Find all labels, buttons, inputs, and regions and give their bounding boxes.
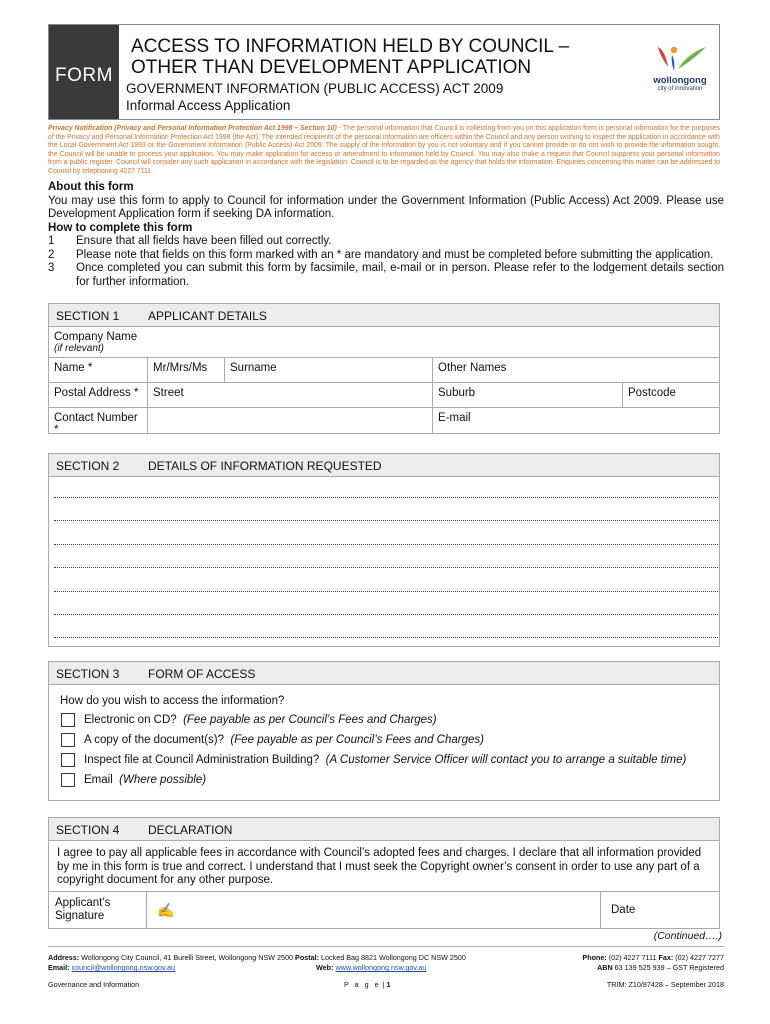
form-label: FORM <box>55 65 113 86</box>
page-num: 1 <box>386 980 391 989</box>
abn-label: ABN <box>597 963 613 972</box>
suburb-label: Suburb <box>438 387 476 399</box>
footer-address <box>48 953 466 962</box>
dotted-line <box>54 567 718 568</box>
email-link[interactable]: council@wollongong.nsw.gov.au <box>71 963 176 972</box>
other-names-field[interactable] <box>433 358 719 383</box>
address-label: Address: <box>48 953 80 962</box>
step-text: Once completed you can submit this form by facsimile, mail, e-mail or in person. Please refer to the lodgement details section for further information. <box>76 262 724 288</box>
form-header <box>48 24 720 120</box>
logo-name: wollongong <box>653 75 707 86</box>
web-link[interactable]: www.wollongong.nsw.gov.au <box>335 963 427 972</box>
postcode-label: Postcode <box>628 387 676 399</box>
about-section <box>48 181 724 289</box>
contact-number-label: Contact Number * <box>54 412 138 436</box>
step-item <box>48 249 724 263</box>
postal-label-cell <box>49 383 148 408</box>
company-name-label: Company Name <box>54 331 138 343</box>
dotted-line <box>54 591 718 592</box>
information-requested-area[interactable] <box>48 477 720 647</box>
email-field[interactable] <box>433 408 719 433</box>
web-label: Web: <box>316 963 334 972</box>
step-item <box>48 262 724 289</box>
footer-department: Governance and Information <box>48 980 140 989</box>
postcode-field[interactable] <box>623 383 719 408</box>
step-text: Please note that fields on this form marked with an * are mandatory and must be completed before submitting the application. <box>76 248 714 261</box>
access-option-email[interactable] <box>61 773 206 787</box>
steps-list <box>48 235 724 289</box>
date-field[interactable] <box>601 891 719 928</box>
street-field[interactable] <box>148 383 433 408</box>
form-subtitle-type: Informal Access Application <box>126 98 291 113</box>
option-label: Email <box>84 774 113 786</box>
section4-header <box>48 817 720 841</box>
section1-header <box>48 303 720 327</box>
option-note: (Fee payable as per Council’s Fees and Charges) <box>230 734 484 746</box>
applicant-details-grid <box>48 327 720 434</box>
contact-label-cell <box>49 408 148 436</box>
name-label: Name * <box>54 362 93 374</box>
checkbox-cd[interactable] <box>61 713 75 727</box>
section3-header <box>48 661 720 685</box>
footer-web <box>316 963 426 972</box>
dotted-line <box>54 497 718 498</box>
section1-title: APPLICANT DETAILS <box>148 309 267 323</box>
email-label: E-mail <box>438 412 471 424</box>
form-label-box <box>49 25 119 119</box>
section2-title: DETAILS OF INFORMATION REQUESTED <box>148 459 382 473</box>
council-logo <box>645 45 715 103</box>
declaration-box <box>48 841 720 929</box>
footer-trim: TRIM: Z10/87428 – September 2018 <box>606 980 724 989</box>
street-label: Street <box>153 387 184 399</box>
contact-number-field[interactable] <box>148 408 433 433</box>
page-word: P a g e <box>344 980 381 989</box>
privacy-notification <box>48 125 720 177</box>
other-names-label: Other Names <box>438 362 507 374</box>
abn-value: 63 139 525 939 – GST Registered <box>614 963 724 972</box>
dotted-line <box>54 614 718 615</box>
postal-value: Locked Bag 8821 Wollongong DC NSW 2500 <box>321 953 466 962</box>
date-label: Date <box>611 904 636 916</box>
section4-title: DECLARATION <box>148 823 233 837</box>
footer-abn <box>597 963 724 972</box>
email-label: Email: <box>48 963 70 972</box>
step-number: 2 <box>48 248 55 261</box>
form-subtitle-act: GOVERNMENT INFORMATION (PUBLIC ACCESS) ACT 2009 <box>126 81 504 96</box>
section3-number: SECTION 3 <box>56 667 120 681</box>
section2-number: SECTION 2 <box>56 459 120 473</box>
dotted-line <box>54 544 718 545</box>
fax-value: (02) 4227 7277 <box>675 953 724 962</box>
form-title-line1: ACCESS TO INFORMATION HELD BY COUNCIL – <box>131 36 570 57</box>
about-heading: About this form <box>48 181 134 193</box>
option-note: (Where possible) <box>119 774 207 786</box>
form-title-line2: OTHER THAN DEVELOPMENT APPLICATION <box>131 57 532 78</box>
continued-note: (Continued….) <box>653 930 722 942</box>
section1-number: SECTION 1 <box>56 309 120 323</box>
checkbox-email[interactable] <box>61 773 75 787</box>
about-text: You may use this form to apply to Council for information under the Government Information (Public Access) Act 2009. Please use Development Application form if seeking DA information. <box>48 194 724 220</box>
step-text: Ensure that all fields have been filled out correctly. <box>76 235 332 247</box>
step-item <box>48 235 724 249</box>
access-question: How do you wish to access the information? <box>60 695 285 707</box>
title-label: Mr/Mrs/Ms <box>153 362 208 374</box>
signature-field[interactable] <box>147 891 601 928</box>
footer-phone <box>582 953 724 962</box>
option-note: (A Customer Service Officer will contact you to arrange a suitable time) <box>325 754 687 766</box>
section4-number: SECTION 4 <box>56 823 120 837</box>
access-option-copy[interactable] <box>61 733 484 747</box>
postal-address-label: Postal Address * <box>54 387 139 399</box>
pen-icon: ✍ <box>157 902 175 918</box>
footer-divider <box>48 946 724 947</box>
title-field[interactable] <box>148 358 225 383</box>
option-note: (Fee payable as per Council’s Fees and Charges) <box>183 714 437 726</box>
declaration-text: I agree to pay all applicable fees in accordance with Council’s adopted fees and charges. I declare that all information provided by me in this form is true and correct. I understand that I must seek the Copyright owner’s consent in order to use any part of a copyright document for any other purpose. <box>57 847 702 886</box>
company-name-sub: (if relevant) <box>54 343 105 354</box>
surname-label: Surname <box>230 362 277 374</box>
option-label: A copy of the document(s)? <box>84 734 224 746</box>
access-option-inspect[interactable] <box>61 753 686 767</box>
form-of-access-box <box>48 685 720 801</box>
option-label: Electronic on CD? <box>84 714 177 726</box>
logo-tagline: city of innovation <box>657 86 703 92</box>
company-name-field[interactable] <box>49 327 719 358</box>
council-logo-icon <box>652 45 708 75</box>
phone-label: Phone: <box>582 953 607 962</box>
signature-label: Applicant’s Signature <box>49 891 147 928</box>
option-label: Inspect file at Council Administration Building? <box>84 754 320 766</box>
how-to-heading: How to complete this form <box>48 221 193 234</box>
suburb-field[interactable] <box>433 383 623 408</box>
step-number: 1 <box>48 235 55 247</box>
footer-email <box>48 963 175 972</box>
privacy-heading: Privacy Notification (Privacy and Personal Information Protection Act 1998 – Section 10) <box>48 125 337 132</box>
phone-value: (02) 4227 7111 <box>608 953 657 962</box>
name-label-cell <box>49 358 148 383</box>
checkbox-inspect[interactable] <box>61 753 75 767</box>
access-option-cd[interactable] <box>61 713 437 727</box>
dotted-line <box>54 637 718 638</box>
step-number: 3 <box>48 262 55 274</box>
surname-field[interactable] <box>225 358 433 383</box>
fax-label: Fax: <box>658 953 674 962</box>
checkbox-copy[interactable] <box>61 733 75 747</box>
postal-label: Postal: <box>295 953 320 962</box>
address-value: Wollongong City Council, 41 Burelli Street, Wollongong NSW 2500 <box>81 953 294 962</box>
section3-title: FORM OF ACCESS <box>148 667 256 681</box>
dotted-line <box>54 520 718 521</box>
privacy-body: - The personal information that Council is collecting from you on this application form is personal information for the purposes of the Privacy and Personal Information Protection Act 1998 (the Act). The intended recipients of the personal information are officers within the Council and any person wishing to inspect the application in accordance with the Local Government Act 1993 or the Government Information (Public Access) Act 2009. The supply of the information by you is not voluntary and if you cannot provide or do not wish to provide the information sought, the Council will be unable to process your application. You may make application for access or amendment to information held by Council. You may also make a request that Council suppress your personal information from a public register. Council will consider any such application in accordance with the legislation. Council is to be regarded as the agency that holds the information. Enquiries concerning this matter can be addressed to Council by telephoning 4227 7111. <box>48 125 720 175</box>
page-number: P a g e | 1 <box>344 980 391 989</box>
section2-header <box>48 453 720 477</box>
